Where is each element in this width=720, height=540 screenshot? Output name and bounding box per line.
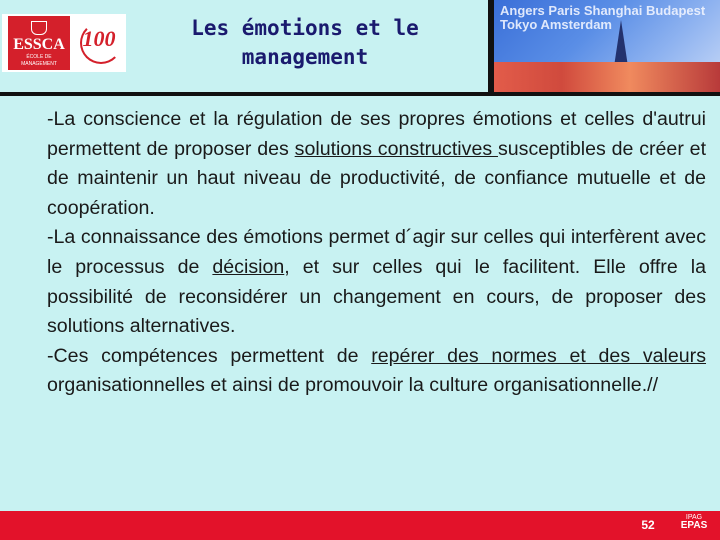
paragraph-1-underlined: solutions constructives [294,137,498,160]
crest-icon [31,21,47,35]
city-skyline [494,62,720,92]
anniversary-logo [76,16,122,70]
paragraph-3-underlined: repérer des normes et des valeurs [371,344,707,367]
cities-collage [500,4,716,64]
epas-logo-small: IPAG [685,514,703,521]
paragraph-2-underlined: décision [212,255,285,278]
page-number: 52 [641,518,655,532]
paragraph-1-text-end: susceptibles de créer et de maintenir un haut niveau de productivité, de confiance mutuelle et de coopération. [47,137,707,219]
city-label: Budapest [645,3,706,18]
title-line-1: Les émotions et le [191,16,419,40]
title-line-2: management [241,45,369,69]
slide-title [130,14,480,72]
paragraph-3-text-end: organisationnelles et ainsi de promouvoir la culture organisationnelle.// [47,374,659,397]
header-rule [0,92,720,96]
city-label: Amsterdam [540,17,612,32]
logo-area [2,14,126,72]
epas-logo-text: EPAS [680,520,708,531]
essca-logo-tagline: ÉCOLE DE MANAGEMENT [21,54,57,67]
slide-footer [0,511,720,540]
slide-header [0,0,720,92]
city-label: Paris [548,3,584,18]
city-label: Shanghai [583,3,646,18]
paragraph-1 [47,105,706,223]
paragraph-3-text: -Ces compétences permettent de [47,344,372,367]
essca-logo [8,16,70,70]
cities-photo [494,0,720,92]
city-label: Angers [500,3,549,18]
epas-logo [674,514,714,538]
anniversary-number: 100 [82,26,116,51]
essca-logo-text: ESSCA [13,36,65,53]
paragraph-1-text: -La conscience et la régulation de ses propres émotions et celles d'autrui permettent de proposer des [47,108,706,160]
paragraph-2 [47,223,706,341]
paragraph-3 [47,342,706,401]
paragraph-2-text-end: , et sur celles qui le facilitent. Elle offre la possibilité de reconsidérer un changement en cours, de proposer des solutions alternatives. [47,255,706,338]
paragraph-2-text: -La connaissance des émotions permet d´agir sur celles qui interfèrent avec le processus de [47,226,706,278]
ring-icon [80,22,122,64]
city-label: Tokyo [500,17,541,32]
slide-body [47,105,706,401]
